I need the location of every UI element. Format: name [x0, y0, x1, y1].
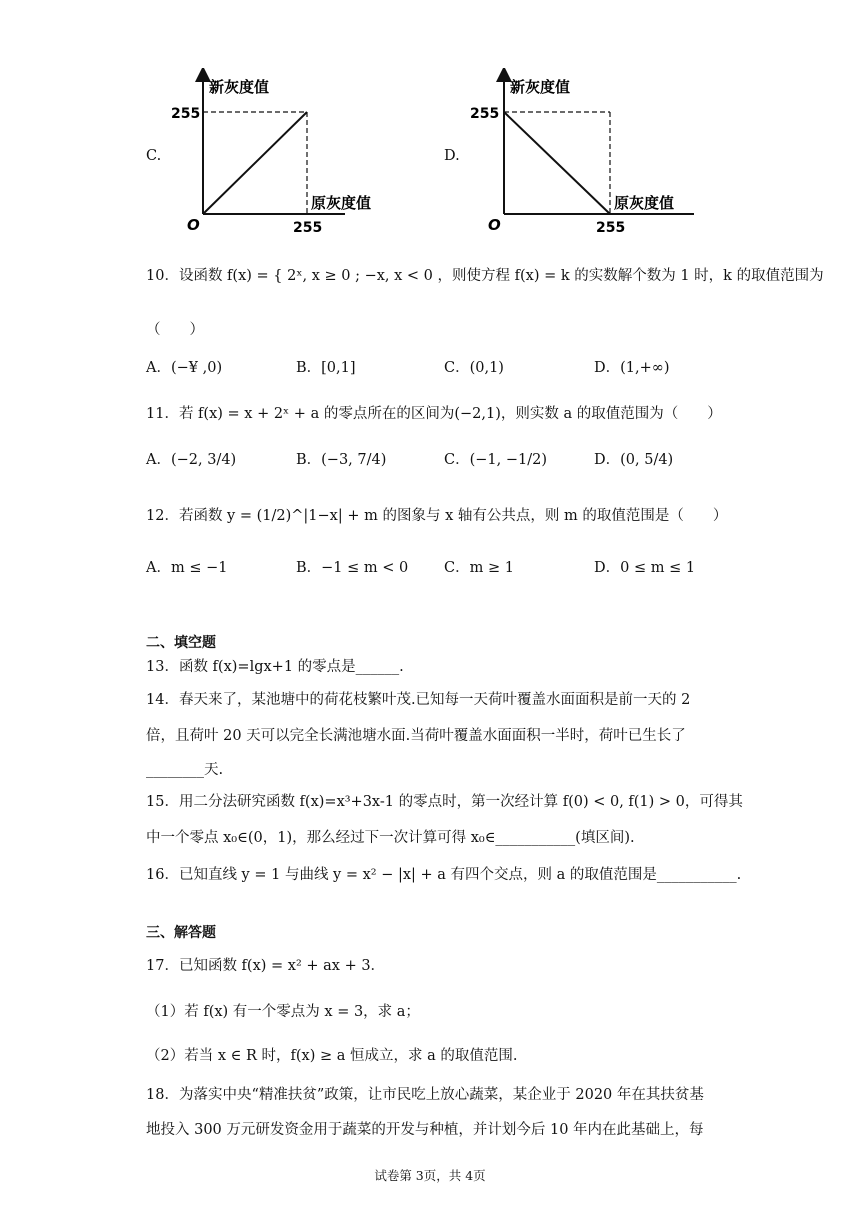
q11-option-a: A．(−2, 3/4): [146, 452, 237, 468]
q11-option-b: B．(−3, 7/4): [296, 452, 387, 468]
q11-option-d: D．(0, 5/4): [594, 452, 674, 468]
graph-c-y-tick: 255: [171, 106, 201, 122]
section-3-title: 三、解答题: [146, 925, 216, 941]
graph-d-x-tick: 255: [596, 220, 626, 236]
q10-paren: （ ）: [146, 322, 204, 338]
q10-option-b: B．[0,1]: [296, 360, 356, 376]
q16: 16．已知直线 y = 1 与曲线 y = x² − |x| + a 有四个交点，则 a 的取值范围是___________.: [146, 867, 742, 883]
graph-c-line: [203, 112, 307, 214]
graph-d-y-label: 新灰度值: [510, 78, 571, 96]
q17-part1: （1）若 f(x) 有一个零点为 x = 3，求 a；: [146, 1004, 420, 1020]
q15-line1: 15．用二分法研究函数 f(x)=x³+3x-1 的零点时，第一次经计算 f(0) < 0, f(1) > 0，可得其: [146, 794, 743, 810]
q14-line3: ________天.: [146, 762, 224, 778]
graph-c: [165, 68, 375, 238]
section-2-title: 二、填空题: [146, 635, 216, 651]
q10-option-a: A．(−¥ ,0): [146, 360, 223, 376]
graph-d: [466, 68, 696, 238]
graph-d-x-label: 原灰度值: [614, 194, 675, 212]
q11-option-c: C．(−1, −1/2): [444, 452, 547, 468]
q18-line2: 地投入 300 万元研发资金用于蔬菜的开发与种植，并计划今后 10 年内在此基础上，每: [146, 1122, 704, 1138]
q10-option-d: D．(1,+∞): [594, 360, 670, 376]
page-footer: 试卷第 3页，共 4页: [374, 1168, 486, 1183]
q12-stem: 12．若函数 y = (1/2)^|1−x| + m 的图象与 x 轴有公共点，则 m 的取值范围是（ ）: [146, 508, 728, 524]
graph-c-x-tick: 255: [293, 220, 323, 236]
q15-line2: 中一个零点 x₀∈(0，1)，那么经过下一次计算可得 x₀∈___________(填区间).: [146, 830, 635, 846]
q14-line1: 14．春天来了，某池塘中的荷花枝繁叶茂.已知每一天荷叶覆盖水面面积是前一天的 2: [146, 692, 691, 708]
q17: 17．已知函数 f(x) = x² + ax + 3．: [146, 958, 386, 974]
graph-d-line: [504, 112, 610, 214]
q13: 13．函数 f(x)=lgx+1 的零点是______.: [146, 659, 404, 675]
graph-d-y-tick: 255: [470, 106, 500, 122]
graph-c-y-label: 新灰度值: [209, 78, 270, 96]
graph-c-x-label: 原灰度值: [311, 194, 372, 212]
q17-part2: （2）若当 x ∈ R 时，f(x) ≥ a 恒成立，求 a 的取值范围.: [146, 1048, 518, 1064]
option-d-label: D.: [444, 148, 460, 164]
graph-d-origin: O: [488, 216, 501, 234]
q12-option-d: D．0 ≤ m ≤ 1: [594, 560, 696, 576]
q11-stem: 11．若 f(x) = x + 2ˣ + a 的零点所在的区间为(−2,1)，则实数 a 的取值范围为（ ）: [146, 406, 722, 422]
q10-stem: 10．设函数 f(x) = { 2ˣ, x ≥ 0 ; −x, x < 0 ，则使方程 f(x) = k 的实数解个数为 1 时，k 的取值范围为: [146, 268, 824, 284]
q12-option-a: A．m ≤ −1: [146, 560, 228, 576]
graph-c-origin: O: [187, 216, 200, 234]
q14-line2: 倍，且荷叶 20 天可以完全长满池塘水面.当荷叶覆盖水面面积一半时，荷叶已生长了: [146, 728, 686, 744]
q18-line1: 18．为落实中央“精准扶贫”政策，让市民吃上放心蔬菜，某企业于 2020 年在其扶贫基: [146, 1087, 704, 1103]
q12-option-c: C．m ≥ 1: [444, 560, 514, 576]
q12-option-b: B．−1 ≤ m < 0: [296, 560, 409, 576]
q10-option-c: C．(0,1): [444, 360, 504, 376]
option-c-label: C.: [146, 148, 162, 164]
